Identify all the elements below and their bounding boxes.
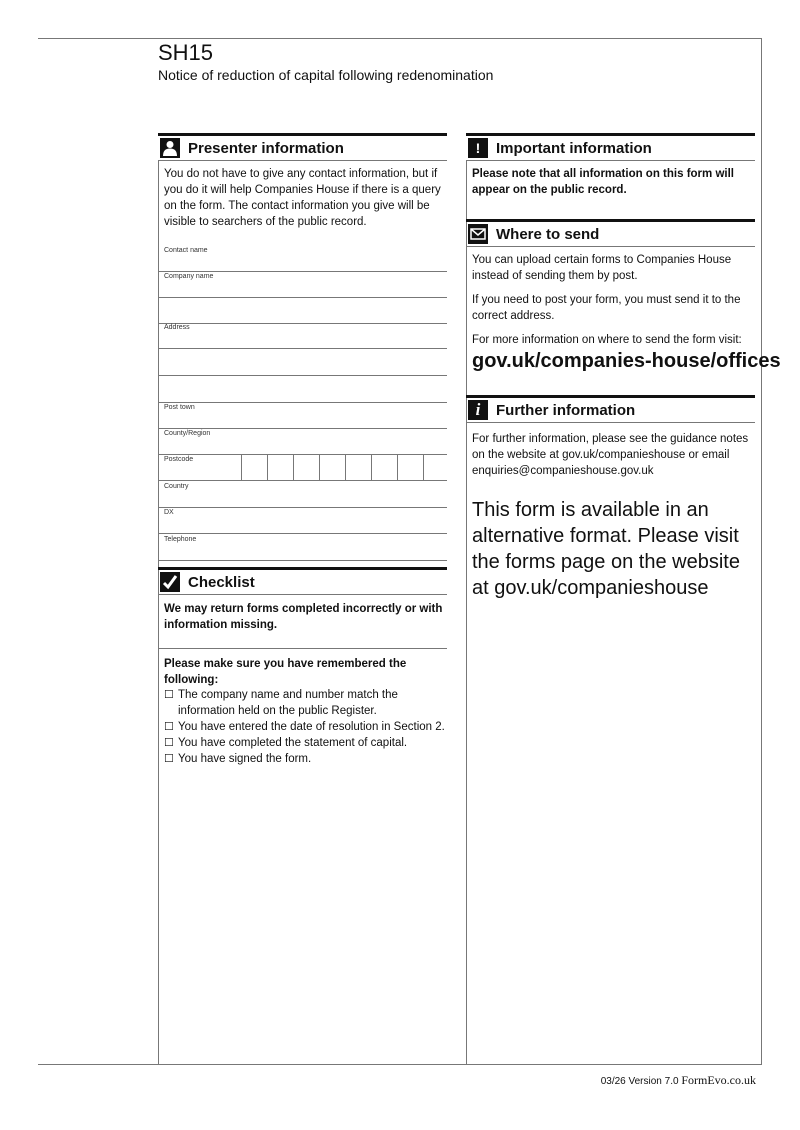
checklist-item	[164, 719, 446, 735]
address-line-3[interactable]	[158, 376, 447, 403]
where-to-send-p2: If you need to post your form, you must send it to the correct address.	[472, 294, 741, 322]
person-icon	[160, 138, 180, 158]
top-rule	[38, 38, 762, 39]
offices-link[interactable]: gov.uk/companies-house/offices	[472, 350, 781, 372]
info-icon: i	[468, 400, 488, 420]
checkbox-icon[interactable]: ☐	[164, 721, 174, 733]
postcode-box-7[interactable]	[397, 454, 422, 480]
county-field[interactable]	[158, 428, 447, 455]
where-to-send-heading-label: Where to send	[496, 225, 600, 243]
presenter-heading-label: Presenter information	[188, 139, 344, 157]
important-heading	[466, 133, 755, 161]
postcode-box-6[interactable]	[371, 454, 396, 480]
post-town-label: Post town	[164, 404, 195, 411]
further-text: For further information, please see the guidance notes on the website at gov.uk/companieshouse or email enquiries@companieshouse.gov.uk	[472, 433, 749, 477]
address-label: Address	[164, 324, 190, 331]
dx-label: DX	[164, 509, 174, 516]
presenter-intro: You do not have to give any contact information, but if you do it will help Companies House if there is a query on the form. The contact information you give will be visible to searchers of the public record.	[164, 168, 441, 228]
address-line-2[interactable]	[158, 349, 447, 376]
important-heading-label: Important information	[496, 139, 652, 157]
exclamation-icon: !	[468, 138, 488, 158]
right-column-rule	[466, 160, 467, 1064]
checklist-item-text: The company name and number match the information held on the public Register.	[178, 689, 398, 717]
postcode-box-8[interactable]	[423, 454, 448, 480]
checkbox-icon[interactable]: ☐	[164, 689, 174, 701]
presenter-heading	[158, 133, 447, 161]
checklist-heading-label: Checklist	[188, 573, 255, 591]
telephone-label: Telephone	[164, 536, 197, 543]
checklist-warning: We may return forms completed incorrectly or with information missing.	[164, 603, 443, 631]
dx-field[interactable]	[158, 507, 447, 534]
where-to-send-p3: For more information on where to send the form visit:	[472, 334, 742, 346]
checklist-intro: Please make sure you have remembered the following:	[164, 658, 407, 686]
checklist-item	[164, 751, 446, 767]
form-title: Notice of reduction of capital following redenomination	[158, 67, 494, 83]
postcode-box-4[interactable]	[319, 454, 344, 480]
company-name-line-2[interactable]	[158, 297, 447, 324]
company-name-field[interactable]	[158, 271, 447, 298]
further-heading-label: Further information	[496, 401, 636, 419]
further-heading	[466, 395, 755, 423]
footer-version: 03/26 Version 7.0	[600, 1076, 679, 1087]
important-text: Please note that all information on this form will appear on the public record.	[472, 168, 734, 196]
postcode-box-3[interactable]	[293, 454, 318, 480]
checklist-divider	[158, 648, 447, 649]
contact-name-field[interactable]	[158, 245, 447, 272]
checkmark-icon	[160, 572, 180, 592]
postcode-box-2[interactable]	[267, 454, 292, 480]
checkbox-icon[interactable]: ☐	[164, 753, 174, 765]
company-name-label: Company name	[164, 273, 214, 280]
footer-brand: FormEvo.co.uk	[681, 1073, 756, 1087]
county-label: County/Region	[164, 430, 211, 437]
postcode-label: Postcode	[164, 456, 194, 463]
checklist-item	[164, 687, 446, 719]
checklist-item-text: You have signed the form.	[178, 753, 312, 765]
checkbox-icon[interactable]: ☐	[164, 737, 174, 749]
checklist-heading	[158, 567, 447, 595]
checklist-item-text: You have completed the statement of capital.	[178, 737, 408, 749]
where-to-send-p1: You can upload certain forms to Companies House instead of sending them by post.	[472, 254, 732, 282]
address-field[interactable]	[158, 322, 447, 349]
postcode-box-5[interactable]	[345, 454, 370, 480]
footer	[601, 1073, 756, 1088]
post-town-field[interactable]	[158, 402, 447, 429]
checklist-item-text: You have entered the date of resolution in Section 2.	[178, 721, 445, 733]
postcode-box-1[interactable]	[241, 454, 266, 480]
where-to-send-heading	[466, 219, 755, 247]
contact-name-label: Contact name	[164, 247, 208, 254]
telephone-field[interactable]	[158, 534, 447, 561]
checklist-item	[164, 735, 446, 751]
alternative-format-text: This form is available in an alternative format. Please visit the forms page on the website at gov.uk/companieshouse	[472, 499, 740, 599]
form-code: SH15	[158, 40, 214, 65]
checklist-items	[164, 687, 446, 767]
country-label: Country	[164, 483, 189, 490]
country-field[interactable]	[158, 481, 447, 508]
envelope-icon	[468, 224, 488, 244]
bottom-rule	[38, 1064, 762, 1065]
